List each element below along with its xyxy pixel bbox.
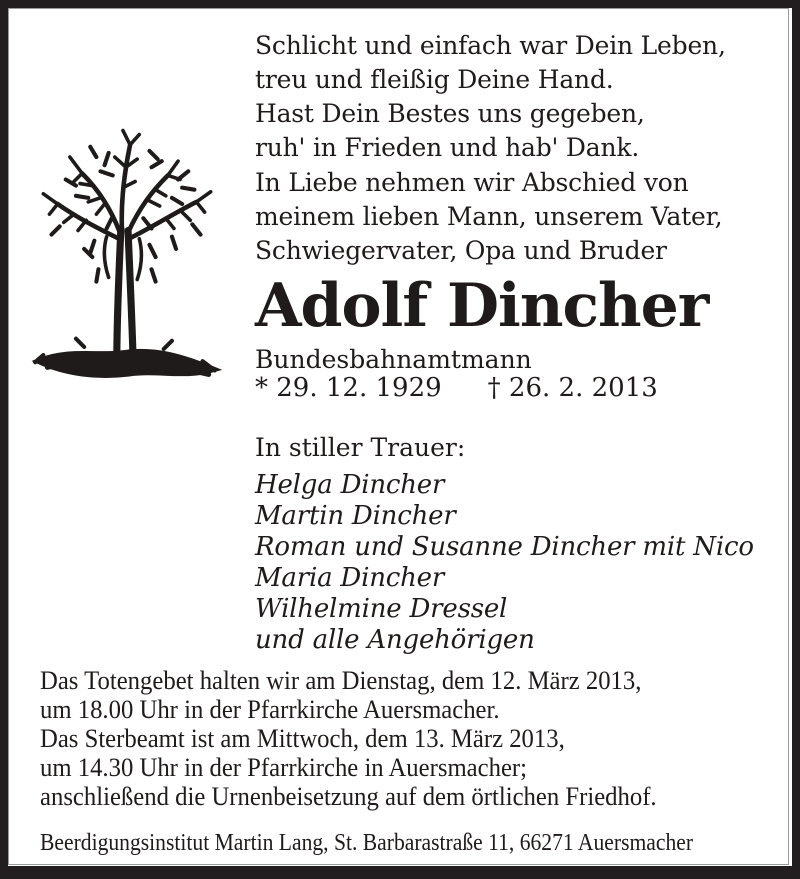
service-details — [40, 666, 762, 811]
poem-line: Hast Dein Bestes uns gegeben, — [255, 99, 645, 128]
frame-left-rule — [0, 0, 8, 879]
poem-line: Schlicht und einfach war Dein Leben, — [255, 31, 726, 60]
poem-line: ruh' in Frieden und hab' Dank. — [255, 133, 640, 162]
mourner-name: Helga Dincher — [255, 470, 445, 500]
farewell-intro — [255, 166, 765, 268]
intro-line: Schwiegervater, Opa und Bruder — [255, 236, 667, 265]
frame-bottom-rule — [0, 866, 800, 879]
mourners-list — [255, 470, 765, 656]
main-text-column — [255, 29, 765, 656]
deceased-profession: Bundesbahnamtmann — [255, 345, 532, 374]
service-line: um 14.30 Uhr in der Pfarrkirche in Auersmacher; — [40, 753, 527, 782]
mourner-name: und alle Angehörigen — [255, 625, 535, 655]
memorial-poem — [255, 29, 765, 165]
funeral-home-line: Beerdigungsinstitut Martin Lang, St. Barbarastraße 11, 66271 Auersmacher — [40, 830, 694, 856]
birth-date: * 29. 12. 1929 — [255, 373, 442, 403]
mourner-name: Roman und Susanne Dincher mit Nico — [255, 532, 754, 562]
mourner-name: Martin Dincher — [255, 501, 456, 531]
deceased-name: Adolf Dincher — [255, 271, 709, 341]
poem-line: treu und fleißig Deine Hand. — [255, 65, 614, 94]
death-date: † 26. 2. 2013 — [487, 373, 658, 403]
service-line: anschließend die Urnenbeisetzung auf dem örtlichen Friedhof. — [40, 782, 657, 811]
service-line: Das Totengebet halten wir am Dienstag, dem 12. März 2013, — [40, 666, 642, 695]
mourner-name: Wilhelmine Dressel — [255, 594, 508, 624]
frame-right-rule — [792, 0, 800, 879]
frame-top-rule — [0, 0, 800, 8]
intro-line: meinem lieben Mann, unserem Vater, — [255, 202, 723, 231]
intro-line: In Liebe nehmen wir Abschied von — [255, 168, 689, 197]
mourner-name: Maria Dincher — [255, 563, 445, 593]
mourning-header: In stiller Trauer: — [255, 433, 466, 462]
life-dates — [255, 373, 765, 404]
service-line: Das Sterbeamt ist am Mittwoch, dem 13. März 2013, — [40, 724, 565, 753]
bare-tree-illustration — [28, 106, 224, 402]
service-line: um 18.00 Uhr in der Pfarrkirche Auersmacher. — [40, 695, 500, 724]
